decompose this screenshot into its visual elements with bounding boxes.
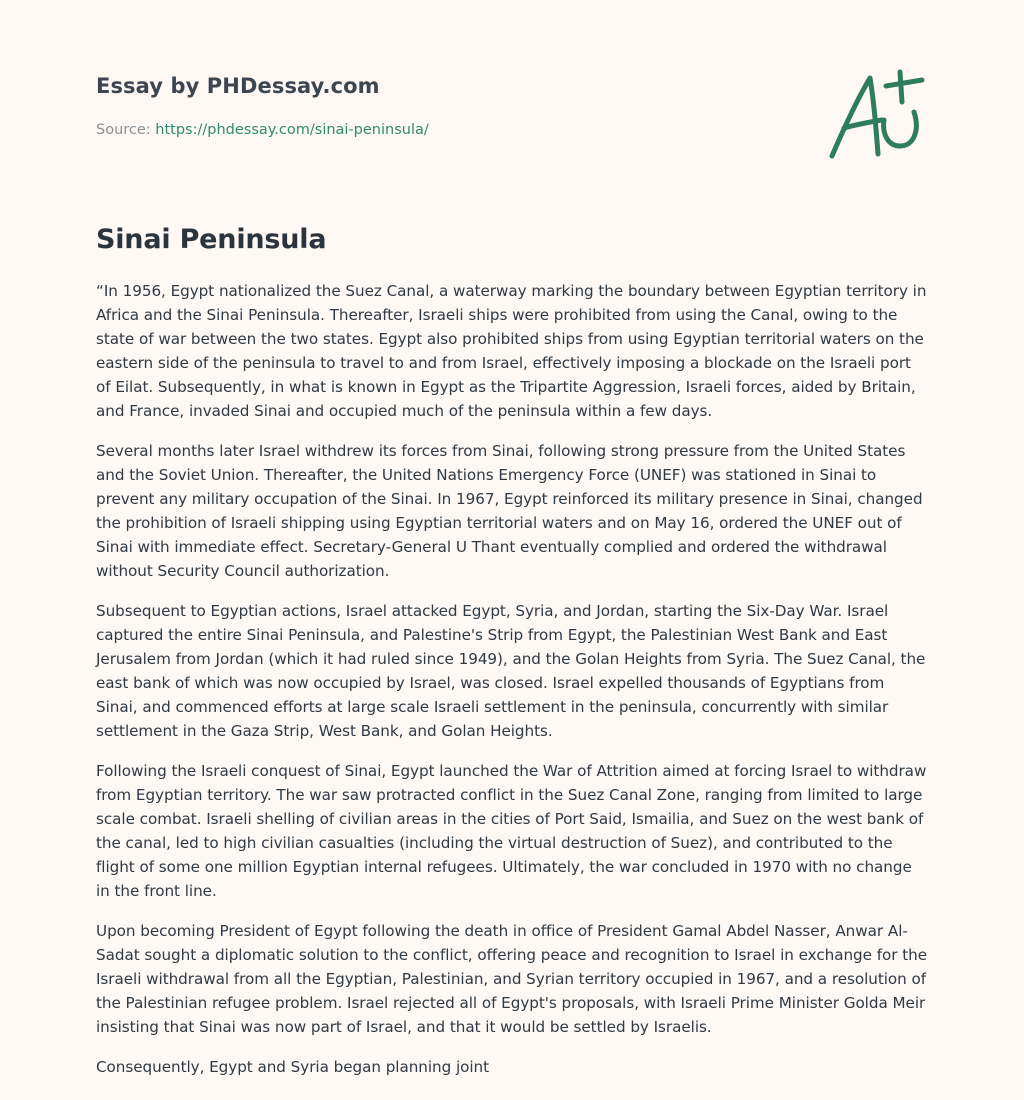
source-link[interactable]: https://phdessay.com/sinai-peninsula/ (155, 122, 429, 138)
site-brand: Essay by PHDessay.com (96, 74, 380, 98)
source-label: Source: (96, 122, 151, 138)
essay-paragraph: Subsequent to Egyptian actions, Israel attacked Egypt, Syria, and Jordan, starting the Six-Day War. Israel captured the entire Sinai Peninsula, and Palestine's Strip from Egypt, the Palestinian West Bank and East Jerusalem from Jordan (which it had ruled since 1949), and the Golan Heights from Syria. The Suez Canal, the east bank of which was now occupied by Israel, was closed. Israel expelled thousands of Egyptians from Sinai, and commenced efforts at large scale Israeli settlement in the peninsula, concurrently with similar settlement in the Gaza Strip, West Bank, and Golan Heights. (96, 602, 926, 740)
essay-title: Sinai Peninsula (96, 224, 327, 255)
essay-article (96, 224, 930, 1095)
page-header (96, 74, 928, 184)
essay-paragraph: Upon becoming President of Egypt following the death in office of President Gamal Abdel Nasser, Anwar Al-Sadat sought a diplomatic solution to the conflict, offering peace and recognition to Israel in exchange for the Israeli withdrawal from all the Egyptian, Palestinian, and Syrian territory occupied in 1967, and a resolution of the Palestinian refugee problem. Israel rejected all of Egypt's proposals, with Israeli Prime Minister Golda Meir insisting that Sinai was now part of Israel, and that it would be settled by Israelis. (96, 922, 928, 1036)
essay-paragraph: Following the Israeli conquest of Sinai, Egypt launched the War of Attrition aimed at forcing Israel to withdraw from Egyptian territory. The war saw protracted conflict in the Suez Canal Zone, ranging from limited to large scale combat. Israeli shelling of civilian areas in the cities of Port Said, Ismailia, and Suez on the west bank of the canal, led to high civilian casualties (including the virtual destruction of Suez), and contributed to the flight of some one million Egyptian internal refugees. Ultimately, the war concluded in 1970 with no change in the front line. (96, 762, 927, 900)
essay-paragraph: Consequently, Egypt and Syria began planning joint (96, 1058, 490, 1076)
a-plus-grade-icon (824, 68, 928, 164)
source-line (96, 122, 928, 138)
essay-paragraph: “In 1956, Egypt nationalized the Suez Canal, a waterway marking the boundary between Egyptian territory in Africa and the Sinai Peninsula. Thereafter, Israeli ships were prohibited from using the Canal, owing to the state of war between the two states. Egypt also prohibited ships from using Egyptian territorial waters on the eastern side of the peninsula to travel to and from Israel, effectively imposing a blockade on the Israeli port of Eilat. Subsequently, in what is known in Egypt as the Tripartite Aggression, Israeli forces, aided by Britain, and France, invaded Sinai and occupied much of the peninsula within a few days. (96, 282, 927, 420)
essay-paragraph: Several months later Israel withdrew its forces from Sinai, following strong pressure from the United States and the Soviet Union. Thereafter, the United Nations Emergency Force (UNEF) was stationed in Sinai to prevent any military occupation of the Sinai. In 1967, Egypt reinforced its military presence in Sinai, changed the prohibition of Israeli shipping using Egyptian territorial waters and on May 16, ordered the UNEF out of Sinai with immediate effect. Secretary-General U Thant eventually complied and ordered the withdrawal without Security Council authorization. (96, 442, 923, 580)
